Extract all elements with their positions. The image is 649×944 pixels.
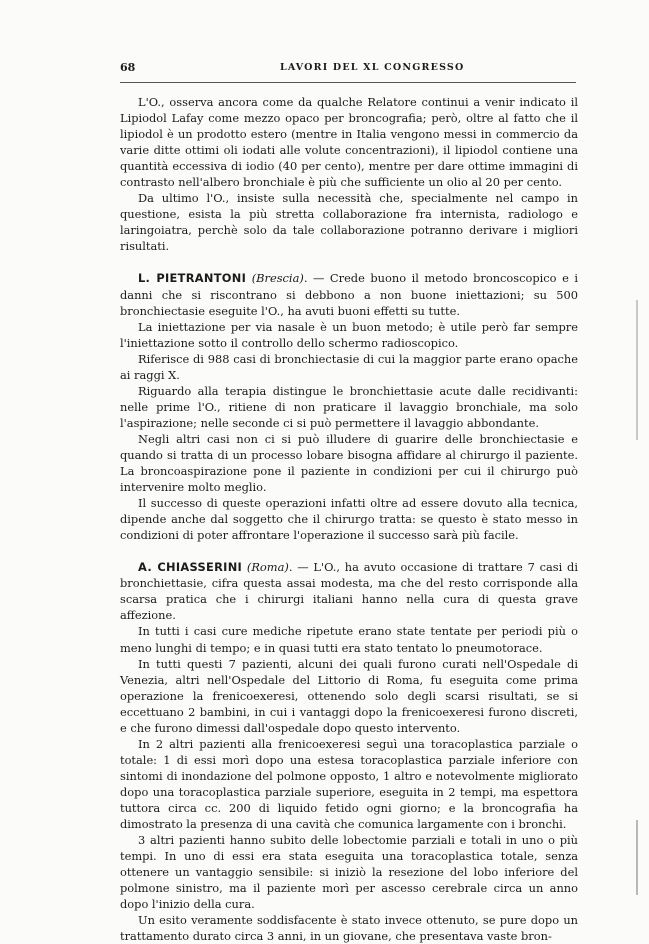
paragraph-text: Da ultimo l'O., insiste sulla necessità che, specialmente nel campo in questione, esista la più stretta collaborazione fra internista, radiologo e laringoiatra, perchè solo da tale collaborazione potranno derivare i migliori risultati. <box>120 191 578 254</box>
paragraph-text: L'O., osserva ancora come da qualche Relatore continui a venir indicato il Lipiodol Lafay come mezzo opaco per broncografia; però, oltre al fatto che il lipiodol è un prodotto estero (mentre in Italia vengono messi in commercio da varie ditte ottimi oli iodati alle volute concentrazioni), il lipiodol contiene una quantità eccessiva di iodio (40 per cento), mentre per dare ottime immagini di contrasto nell'albero bronchiale è più che sufficiente un olio al 20 per cento. <box>120 95 578 190</box>
paragraph-text: In tutti questi 7 pazienti, alcuni dei quali furono curati nell'Ospedale di Venezia, altri nell'Ospedale del Littorio di Roma, fu eseguita come prima operazione la frenicoexeresi, ottenendo solo degli scarsi risultati, se si eccettuano 2 bambini, in cui i vantaggi dopo la frenicoexeresi furono discreti, e che furono dimessi dall'ospedale dopo questo intervento. <box>120 656 578 735</box>
speaker-name: L. PIETRANTONI <box>138 271 247 286</box>
paragraph <box>120 190 578 254</box>
running-title: LAVORI DEL XL CONGRESSO <box>280 62 465 73</box>
paragraph-text: Negli altri casi non ci si può illudere di guarire delle bronchiectasie e quando si tratta di un processo lobare bisogna affidare al chirurgo il paziente. La broncoaspirazione pone il paziente in condizioni per cui il chirurgo può intervenire molto meglio. <box>120 431 578 495</box>
paragraph <box>120 832 578 912</box>
paragraph <box>120 383 578 431</box>
paragraph-text: 3 altri pazienti hanno subito delle lobectomie parziali e totali in uno o più tempi. In uno di essi era stata eseguita una toracoplastica totale, senza ottenere un vantaggio sensibile: si iniziò la resezione del lobo inferiore del polmone sinistro, ma il paziente morì per ascesso cerebrale circa un anno dopo l'inizio della cura. <box>120 833 578 912</box>
scan-margin-mark <box>636 820 638 895</box>
header-rule <box>120 82 576 83</box>
speaker-name: A. CHIASSERINI <box>138 560 243 575</box>
paragraph-text: La iniettazione per via nasale è un buon metodo; è utile però far sempre l'iniettazione sotto il controllo dello schermo radioscopico. <box>120 319 578 350</box>
paragraph <box>120 656 578 736</box>
paragraph <box>120 912 578 944</box>
speaker-location: (Roma) <box>246 560 289 575</box>
paragraph <box>120 319 578 351</box>
paragraph <box>120 431 578 495</box>
paragraph <box>120 623 578 655</box>
paragraph-text: In tutti i casi cure mediche ripetute erano state tentate per periodi più o meno lunghi di tempo; e in quasi tutti era stato tentato lo pneumotorace. <box>120 624 578 655</box>
paragraph <box>120 94 578 190</box>
scan-margin-mark <box>636 300 638 440</box>
speaker-paragraph <box>120 270 578 318</box>
page-header <box>120 61 578 77</box>
paragraph-text: Riferisce di 988 casi di bronchiectasie di cui la maggior parte erano opache ai raggi X. <box>120 351 578 382</box>
paragraph-text: . — Crede buono il metodo broncoscopico e i danni che si riscontrano si debbono a non buone iniettazioni; su 500 bronchiectasie eseguite l'O., ha avuti buoni effetti su tutte. <box>120 271 578 318</box>
paragraph-text: Riguardo alla terapia distingue le bronchiettasie acute dalle recidivanti: nelle prime l'O., ritiene di non praticare il lavaggio bronchiale, ma solo l'aspirazione; nelle seconde ci si può permettere il lavaggio abbondante. <box>120 383 578 430</box>
body-text <box>120 94 578 944</box>
paragraph-text: Il successo di queste operazioni infatti oltre ad essere dovuto alla tecnica, dipende anche dal soggetto che il chirurgo tratta: se questo è stato messo in condizioni di poter affrontare l'operazione il successo sarà più facile. <box>120 496 578 543</box>
paragraph <box>120 351 578 383</box>
paragraph-text: In 2 altri pazienti alla frenicoexeresi seguì una toracoplastica parziale o totale: 1 di essi morì dopo una estesa toracoplastica parziale inferiore con sintomi di inondazione del polmone opposto, 1 altro e notevolmente migliorato dopo una toracoplastica parziale superiore, eseguita in 2 tempi, ma espettora tuttora circa cc. 200 di liquido fetido ogni giorno; e la broncografia ha dimostrato la presenza di una cavità che comunica largamente con i bronchi. <box>120 736 578 832</box>
speaker-paragraph <box>120 559 578 623</box>
paragraph-text: . — L'O., ha avuto occasione di trattare 7 casi di bronchiettasie, cifra questa assai modesta, ma che del resto corrisponde alla scarsa pratica che i chirurgi italiani hanno nella cura di questa grave affezione. <box>120 560 578 623</box>
speaker-location: (Brescia) <box>251 271 304 286</box>
paragraph <box>120 736 578 832</box>
paragraph-text: Un esito veramente soddisfacente è stato invece ottenuto, se pure dopo un trattamento durato circa 3 anni, in un giovane, che presentava vaste bron- <box>120 913 578 944</box>
paragraph <box>120 495 578 543</box>
page-number: 68 <box>120 61 136 74</box>
